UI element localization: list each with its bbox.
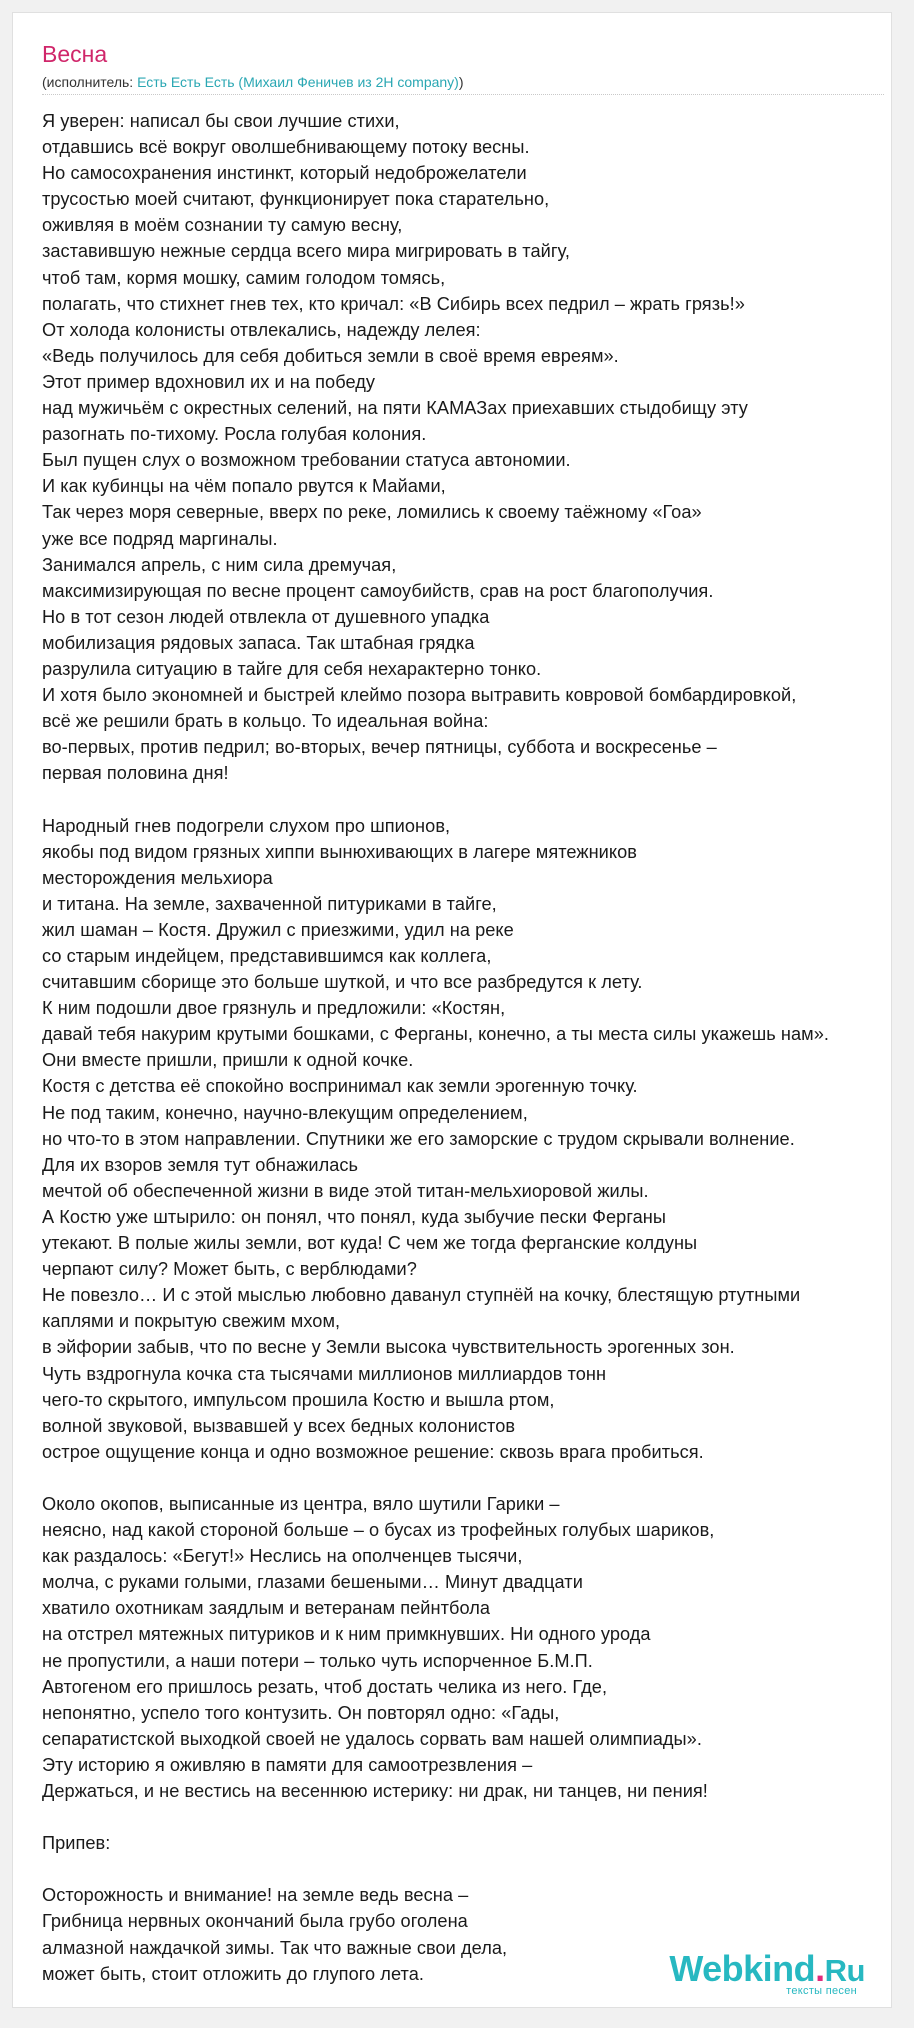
lyric-line: Около окопов, выписанные из центра, вяло шутили Гарики – xyxy=(42,1493,560,1514)
lyric-line: якобы под видом грязных хиппи вынюхивающих в лагере мятежников xyxy=(42,841,637,862)
lyric-line: Держаться, и не вестись на весеннюю истерику: ни драк, ни танцев, ни пения! xyxy=(42,1781,708,1801)
lyric-line: разрулила ситуацию в тайге для себя нехарактерно тонко. xyxy=(42,658,542,679)
lyric-line: мечтой об обеспеченной жизни в виде этой титан-мельхиоровой жилы. xyxy=(42,1180,649,1201)
lyric-line: первая половина дня! xyxy=(42,763,229,784)
lyric-line: Эту историю я оживляю в памяти для самоотрезвления – xyxy=(42,1754,533,1775)
song-title: Весна xyxy=(42,41,108,67)
lyric-line: Для их взоров земля тут обнажилась xyxy=(42,1154,359,1175)
lyric-line: мобилизация рядовых запаса. Так штабная грядка xyxy=(42,632,475,653)
lyric-line: Этот пример вдохновил их и на победу xyxy=(42,371,376,392)
lyric-line: Не под таким, конечно, научно-влекущим определением, xyxy=(42,1102,528,1123)
lyric-line: как раздалось: «Бегут!» Неслись на ополченцев тысячи, xyxy=(42,1546,523,1567)
lyric-line: От холода колонисты отвлекались, надежду лелея: xyxy=(42,319,481,340)
lyric-line: но что-то в этом направлении. Спутники же его заморские с трудом скрывали волнение. xyxy=(42,1128,795,1149)
lyric-line: считавшим сборище это больше шуткой, и что все разбредутся к лету. xyxy=(42,972,643,993)
lyric-line: Но самосохранения инстинкт, который недоброжелатели xyxy=(42,163,527,184)
lyric-line: острое ощущение конца и одно возможное решение: сквозь врага пробиться. xyxy=(42,1441,704,1462)
lyric-line: черпают силу? Может быть, с верблюдами? xyxy=(42,1259,417,1280)
lyric-line: Чуть вздрогнула кочка ста тысячами миллионов миллиардов тонн xyxy=(42,1363,607,1384)
lyric-line: хватило охотникам заядлым и ветеранам пейнтбола xyxy=(42,1598,491,1619)
stanza-break xyxy=(42,786,902,812)
lyric-line: во-первых, против педрил; во-вторых, вечер пятницы, суббота и воскресенье – xyxy=(42,737,717,758)
lyric-line: «Ведь получилось для себя добиться земли в своё время евреям». xyxy=(42,345,619,366)
lyric-line: волной звуковой, вызвавшей у всех бедных колонистов xyxy=(42,1415,516,1436)
lyric-line: может быть, стоит отложить до глупого лета. xyxy=(42,1963,424,1984)
lyric-line: сепаратистской выходкой своей не удалось сорвать вам нашей олимпиады». xyxy=(42,1728,702,1749)
header-divider xyxy=(42,94,884,95)
lyric-line: Припев: xyxy=(42,1833,111,1854)
lyric-line: молча, с руками голыми, глазами бешеными… Минут двадцати xyxy=(42,1572,583,1593)
lyric-line: алмазной наждачкой зимы. Так что важные свои дела, xyxy=(42,1937,508,1958)
lyric-line: отдавшись всё вокруг оволшебнивающему потоку весны. xyxy=(42,137,530,158)
lyric-line: неясно, над какой стороной больше – о бусах из трофейных голубых шариков, xyxy=(42,1520,715,1541)
logo-wordmark: Webkind.Ru xyxy=(669,1948,865,1989)
lyric-line: жил шаман – Костя. Дружил с приезжими, удил на реке xyxy=(42,919,514,940)
lyric-line: Народный гнев подогрели слухом про шпионов, xyxy=(42,815,451,836)
lyric-line: Был пущен слух о возможном требовании статуса автономии. xyxy=(42,450,571,471)
performer-line xyxy=(42,74,464,90)
stanza-break xyxy=(42,1465,902,1491)
lyric-line: уже все подряд маргиналы. xyxy=(42,528,278,549)
lyric-line: давай тебя накурим крутыми бошками, с Ферганы, конечно, а ты места силы укажешь нам». xyxy=(42,1024,829,1045)
stanza-break xyxy=(42,1804,902,1830)
lyric-line: максимизирующая по весне процент самоубийств, срав на рост благополучия. xyxy=(42,580,714,601)
lyric-line: И хотя было экономней и быстрей клеймо позора вытравить ковровой бомбардировкой, xyxy=(42,685,797,706)
lyric-line: оживляя в моём сознании ту самую весну, xyxy=(42,215,403,236)
lyric-line: каплями и покрытую свежим мхом, xyxy=(42,1311,341,1332)
lyric-line: А Костю уже штырило: он понял, что понял, куда зыбучие пески Ферганы xyxy=(42,1206,666,1227)
lyric-line: чтоб там, кормя мошку, самим голодом томясь, xyxy=(42,267,446,288)
webkind-logo[interactable] xyxy=(669,1948,865,1997)
lyric-line: Грибница нервных окончаний была грубо оголена xyxy=(42,1911,468,1932)
lyric-line: Занимался апрель, с ним сила дремучая, xyxy=(42,554,397,575)
lyrics-text xyxy=(42,108,902,1987)
lyric-line: Они вместе пришли, пришли к одной кочке. xyxy=(42,1050,414,1071)
performer-suffix: ) xyxy=(458,74,464,90)
lyric-line: Так через моря северные, вверх по реке, ломились к своему таёжному «Гоа» xyxy=(42,502,702,523)
lyrics-card xyxy=(12,12,892,2008)
lyric-line: Не повезло… И с этой мыслью любовно даванул ступнёй на кочку, блестящую ртутными xyxy=(42,1285,801,1306)
performer-link[interactable]: Есть Есть Есть (Михаил Феничев из 2H company) xyxy=(137,74,459,90)
lyric-line: трусостью моей считают, функционирует пока старательно, xyxy=(42,189,550,210)
lyric-line: над мужичьём с окрестных селений, на пяти КАМАЗах приехавших стыдобищу эту xyxy=(42,398,748,419)
lyric-line: не пропустили, а наши потери – только чуть испорченное Б.М.П. xyxy=(42,1650,593,1671)
lyric-line: разогнать по-тихому. Росла голубая колония. xyxy=(42,424,427,445)
lyric-line: заставившую нежные сердца всего мира мигрировать в тайгу, xyxy=(42,241,570,262)
lyric-line: чего-то скрытого, импульсом прошила Костю и вышла ртом, xyxy=(42,1389,555,1410)
lyric-line: со старым индейцем, представившимся как коллега, xyxy=(42,946,492,966)
lyric-line: Костя с детства её спокойно воспринимал как земли эрогенную точку. xyxy=(42,1076,638,1097)
lyric-line: Но в тот сезон людей отвлекла от душевного упадка xyxy=(42,606,490,627)
lyric-line: и титана. На земле, захваченной питуриками в тайге, xyxy=(42,893,497,914)
lyric-line: Я уверен: написал бы свои лучшие стихи, xyxy=(42,111,400,131)
performer-prefix: (исполнитель: xyxy=(42,74,138,90)
lyric-line: в эйфории забыв, что по весне у Земли высока чувствительность эрогенных зон. xyxy=(42,1337,735,1358)
lyric-line: К ним подошли двое грязнуль и предложили: «Костян, xyxy=(42,998,506,1019)
lyric-line: полагать, что стихнет гнев тех, кто кричал: «В Сибирь всех педрил – жрать грязь!» xyxy=(42,293,745,314)
lyric-line: утекают. В полые жилы земли, вот куда! С чем же тогда ферганские колдуны xyxy=(42,1233,698,1254)
lyric-line: всё же решили брать в кольцо. То идеальная война: xyxy=(42,711,489,732)
lyric-line: месторождения мельхиора xyxy=(42,867,273,888)
lyric-line: непонятно, успело того контузить. Он повторял одно: «Гады, xyxy=(42,1702,560,1723)
lyric-line: Осторожность и внимание! на земле ведь весна – xyxy=(42,1885,469,1906)
lyric-line: на отстрел мятежных питуриков и к ним примкнувших. Ни одного урода xyxy=(42,1624,651,1645)
logo-tagline: тексты песен xyxy=(786,1985,857,1997)
stanza-break xyxy=(42,1856,902,1882)
lyric-line: Автогеном его пришлось резать, чтоб достать челика из него. Где, xyxy=(42,1676,608,1697)
lyric-line: И как кубинцы на чём попало рвутся к Майами, xyxy=(42,476,446,497)
